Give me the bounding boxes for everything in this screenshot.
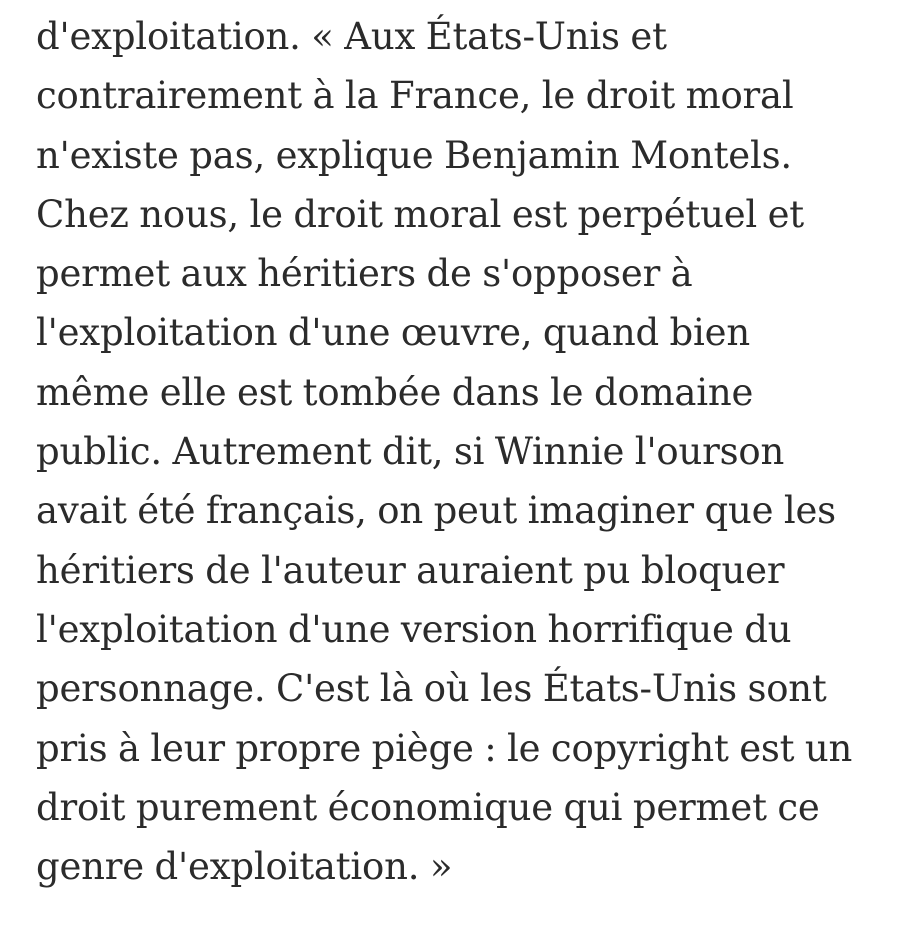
paragraph-line-14: droit purement économique qui permet ce bbox=[36, 785, 820, 829]
article-paragraph bbox=[36, 7, 896, 896]
paragraph-line-8: public. Autrement dit, si Winnie l'ourson bbox=[36, 430, 785, 474]
paragraph-line-12: personnage. C'est là où les États-Unis sont bbox=[36, 667, 827, 711]
paragraph-line-15: genre d'exploitation. » bbox=[36, 845, 453, 889]
paragraph-line-11: l'exploitation d'une version horrifique du bbox=[36, 607, 792, 651]
paragraph-line-3: n'existe pas, explique Benjamin Montels. bbox=[36, 133, 792, 177]
paragraph-line-6: l'exploitation d'une œuvre, quand bien bbox=[36, 311, 750, 355]
paragraph-line-13: pris à leur propre piège : le copyright est un bbox=[36, 726, 853, 770]
paragraph-line-1: d'exploitation. « Aux États-Unis et bbox=[36, 15, 667, 58]
paragraph-line-10: héritiers de l'auteur auraient pu bloquer bbox=[36, 548, 785, 592]
paragraph-line-4: Chez nous, le droit moral est perpétuel et bbox=[36, 192, 804, 236]
paragraph-line-7: même elle est tombée dans le domaine bbox=[36, 370, 754, 414]
paragraph-line-5: permet aux héritiers de s'opposer à bbox=[36, 252, 693, 296]
paragraph-line-9: avait été français, on peut imaginer que les bbox=[36, 489, 836, 533]
paragraph-line-2: contrairement à la France, le droit moral bbox=[36, 74, 794, 118]
